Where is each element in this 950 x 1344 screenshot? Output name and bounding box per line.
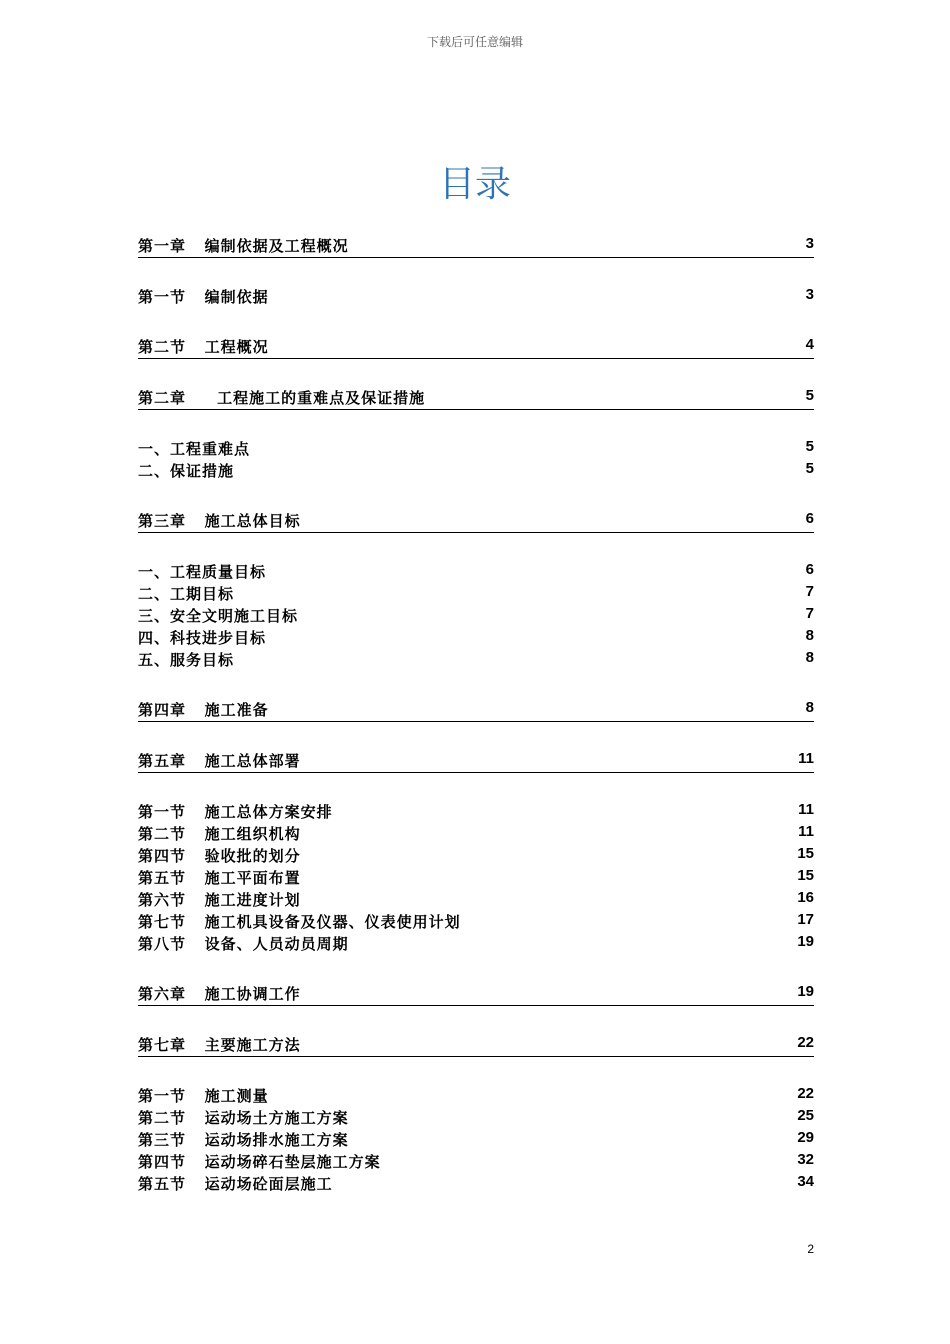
toc-entry-section[interactable] xyxy=(138,605,814,627)
toc-entry-section[interactable] xyxy=(138,911,814,933)
toc-entry-label: 第一节 施工总体方案安排 xyxy=(138,803,333,821)
toc-entry-label: 第八节 设备、人员动员周期 xyxy=(138,935,349,953)
toc-entry-chapter[interactable] xyxy=(138,1034,814,1057)
toc-entry-page: 15 xyxy=(797,867,814,884)
toc-entry-page: 5 xyxy=(805,438,814,455)
toc-entry-label: 第五章 施工总体部署 xyxy=(138,752,301,770)
toc-entry-label: 第六节 施工进度计划 xyxy=(138,891,301,909)
toc-entry-page: 4 xyxy=(805,336,814,353)
toc-entry-section[interactable] xyxy=(138,460,814,482)
toc-entry-page: 8 xyxy=(805,649,814,666)
toc-entry-label: 第一节 编制依据 xyxy=(138,288,269,306)
toc-entry-section[interactable] xyxy=(138,1085,814,1107)
toc-entry-chapter[interactable] xyxy=(138,387,814,410)
toc-entry-page: 25 xyxy=(797,1107,814,1124)
toc-entry-label: 第七节 施工机具设备及仪器、仪表使用计划 xyxy=(138,913,461,931)
toc-entry-page: 15 xyxy=(797,845,814,862)
toc-entry-label: 一、工程重难点 xyxy=(138,440,251,458)
toc-entry-section[interactable] xyxy=(138,561,814,583)
toc-entry-section[interactable] xyxy=(138,867,814,889)
toc-entry-page: 7 xyxy=(805,605,814,622)
toc-entry-section[interactable] xyxy=(138,438,814,460)
toc-entry-label: 一、工程质量目标 xyxy=(138,563,267,581)
toc-entry-section[interactable] xyxy=(138,889,814,911)
toc-entry-label: 第七章 主要施工方法 xyxy=(138,1036,301,1054)
toc-entry-section[interactable] xyxy=(138,801,814,823)
toc-entry-page: 32 xyxy=(797,1151,814,1168)
toc-entry-section[interactable] xyxy=(138,823,814,845)
toc-entry-section[interactable] xyxy=(138,286,814,308)
toc-entry-chapter[interactable] xyxy=(138,336,814,359)
toc-entry-page: 7 xyxy=(805,583,814,600)
toc-entry-section[interactable] xyxy=(138,933,814,955)
toc-entry-page: 3 xyxy=(805,286,814,303)
toc-entry-label: 第四节 验收批的划分 xyxy=(138,847,301,865)
toc-entry-label: 第二节 工程概况 xyxy=(138,338,269,356)
toc-entry-label: 第三节 运动场排水施工方案 xyxy=(138,1131,349,1149)
toc-entry-section[interactable] xyxy=(138,583,814,605)
toc-entry-page: 22 xyxy=(797,1034,814,1051)
toc-entry-page: 6 xyxy=(805,510,814,527)
page-number: 2 xyxy=(807,1242,814,1256)
toc-entry-page: 11 xyxy=(798,801,814,818)
toc-entry-page: 19 xyxy=(797,983,814,1000)
toc-entry-chapter[interactable] xyxy=(138,699,814,722)
toc-entry-page: 5 xyxy=(805,460,814,477)
toc-entry-page: 19 xyxy=(797,933,814,950)
toc-entry-section[interactable] xyxy=(138,845,814,867)
toc-entry-page: 17 xyxy=(797,911,814,928)
toc-entry-chapter[interactable] xyxy=(138,983,814,1006)
toc-entry-page: 11 xyxy=(798,750,814,767)
toc-entry-label: 第二章 工程施工的重难点及保证措施 xyxy=(138,389,426,407)
toc-entry-page: 22 xyxy=(797,1085,814,1102)
toc-entry-section[interactable] xyxy=(138,1173,814,1195)
toc-entry-page: 5 xyxy=(805,387,814,404)
toc-entry-page: 29 xyxy=(797,1129,814,1146)
toc-entry-page: 6 xyxy=(805,561,814,578)
toc-entry-label: 第一章 编制依据及工程概况 xyxy=(138,237,349,255)
toc-title: 目录 xyxy=(438,164,511,205)
toc-entry-section[interactable] xyxy=(138,1151,814,1173)
toc-entry-label: 第三章 施工总体目标 xyxy=(138,512,301,530)
toc-entry-section[interactable] xyxy=(138,627,814,649)
toc-entry-label: 四、科技进步目标 xyxy=(138,629,267,647)
toc-entry-page: 34 xyxy=(797,1173,814,1190)
toc-entry-label: 第四节 运动场碎石垫层施工方案 xyxy=(138,1153,381,1171)
toc-entry-page: 11 xyxy=(798,823,814,840)
toc-entry-label: 第二节 施工组织机构 xyxy=(138,825,301,843)
toc-entry-label: 二、工期目标 xyxy=(138,585,235,603)
toc-entry-label: 第二节 运动场土方施工方案 xyxy=(138,1109,349,1127)
toc-entry-page: 3 xyxy=(805,235,814,252)
toc-entry-page: 8 xyxy=(805,699,814,716)
toc-entry-label: 第五节 施工平面布置 xyxy=(138,869,301,887)
toc-entry-chapter[interactable] xyxy=(138,750,814,773)
toc-entry-chapter[interactable] xyxy=(138,235,814,258)
toc-entry-label: 五、服务目标 xyxy=(138,651,235,669)
toc-entry-page: 16 xyxy=(797,889,814,906)
toc-entry-label: 二、保证措施 xyxy=(138,462,235,480)
toc-entry-label: 三、安全文明施工目标 xyxy=(138,607,299,625)
toc-entry-section[interactable] xyxy=(138,649,814,671)
page-header: 下载后可任意编辑 xyxy=(426,35,523,49)
toc-entry-section[interactable] xyxy=(138,1129,814,1151)
toc-entry-section[interactable] xyxy=(138,1107,814,1129)
toc-entry-label: 第四章 施工准备 xyxy=(138,701,269,719)
toc-entry-label: 第一节 施工测量 xyxy=(138,1087,269,1105)
toc-entry-label: 第五节 运动场砼面层施工 xyxy=(138,1175,333,1193)
toc-entry-page: 8 xyxy=(805,627,814,644)
toc-entry-label: 第六章 施工协调工作 xyxy=(138,985,301,1003)
toc-entry-chapter[interactable] xyxy=(138,510,814,533)
